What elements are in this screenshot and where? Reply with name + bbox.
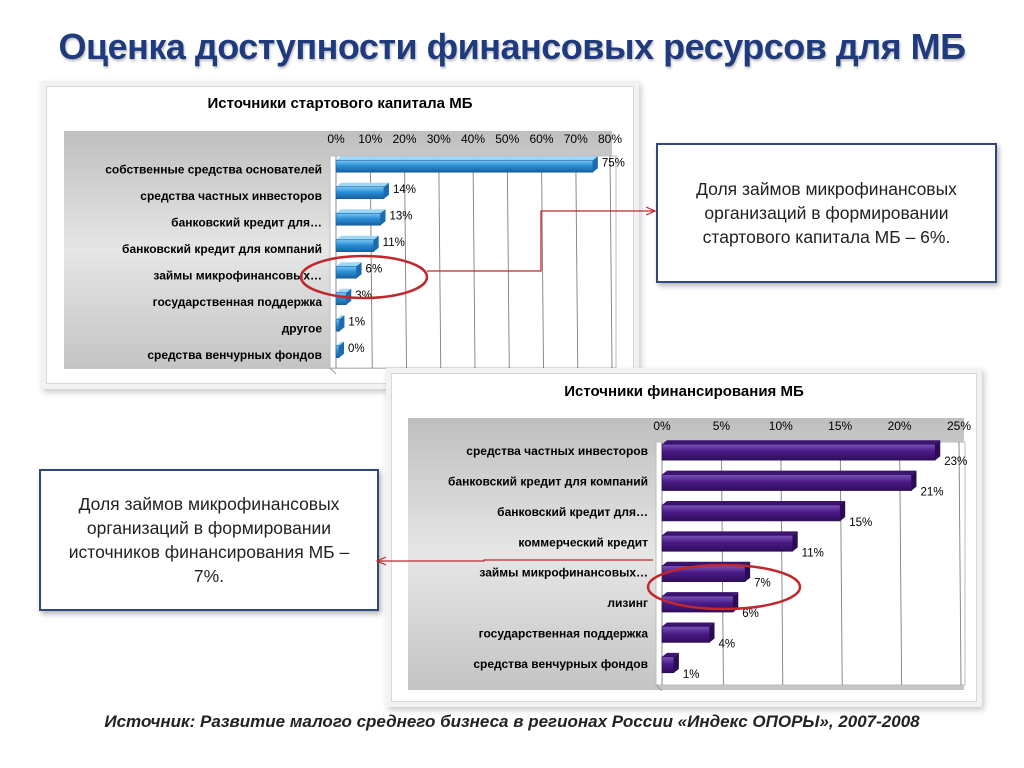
tick-label: 5% (712, 419, 731, 433)
category-label: средства частных инвесторов (466, 444, 648, 459)
tick-label: 80% (597, 132, 623, 146)
bar-top (662, 471, 916, 475)
tick-label: 10% (358, 132, 383, 146)
startup-capital-note (656, 143, 997, 283)
tick-label: 20% (392, 132, 417, 146)
data-label: 15% (849, 516, 873, 529)
data-label: 6% (365, 263, 383, 276)
bar (662, 626, 710, 642)
bar-top (662, 501, 845, 505)
category-label: государственная поддержка (152, 294, 322, 309)
financing-sources-note (39, 469, 379, 611)
bar (662, 566, 745, 582)
tick-label: 15% (828, 419, 853, 433)
tick-label: 70% (563, 132, 588, 146)
financing-sources-chart-frame (391, 373, 977, 702)
category-label: лизинг (607, 596, 648, 611)
bar (662, 444, 935, 460)
bar (662, 475, 911, 491)
financing-sources-chart (392, 374, 976, 701)
bar-top (336, 236, 379, 240)
chart-title: Источники стартового капитала МБ (207, 95, 473, 112)
data-label: 6% (742, 608, 759, 621)
category-label: средства венчурных фондов (473, 656, 648, 671)
data-label: 21% (920, 486, 944, 499)
data-label: 14% (392, 183, 416, 196)
bar (336, 346, 339, 358)
category-label: средства венчурных фондов (147, 347, 322, 362)
data-label: 23% (944, 456, 968, 469)
category-label: банковский кредит для… (497, 504, 648, 519)
tick-label: 50% (495, 132, 520, 146)
tick-label: 30% (426, 132, 451, 146)
data-label: 4% (718, 638, 736, 651)
source-citation: Источник: Развитие малого среднего бизнеса в регионах России «Индекс ОПОРЫ», 2007-2008 (104, 712, 920, 731)
chart-title: Источники финансирования МБ (564, 383, 804, 400)
category-label: банковский кредит для компаний (448, 474, 648, 489)
tick-label: 25% (946, 419, 972, 433)
bar (662, 535, 793, 551)
category-label: займы микрофинансовых… (153, 268, 322, 283)
startup-capital-note-text: Доля займов микрофинансовых организаций в формировании стартового капитала МБ – 6%. (696, 179, 957, 247)
bar (336, 319, 339, 331)
bar-top (662, 622, 715, 626)
category-label: собственные средства основателей (105, 162, 322, 177)
category-label: средства частных инвесторов (140, 188, 322, 203)
bar-top (662, 592, 738, 596)
bar-top (662, 531, 798, 535)
bar-top (336, 183, 389, 187)
data-label: 1% (682, 668, 700, 681)
bar-top (336, 156, 598, 160)
data-label: 13% (389, 210, 413, 223)
tick-label: 60% (529, 132, 554, 146)
tick-label: 40% (460, 132, 486, 146)
bar-top (662, 562, 750, 566)
data-label: 11% (382, 236, 405, 249)
tick-label: 10% (768, 419, 793, 433)
bar-top (662, 440, 940, 444)
bar (662, 505, 840, 521)
startup-capital-chart-frame (46, 86, 634, 384)
bar (662, 657, 674, 673)
tick-label: 0% (653, 419, 671, 433)
bar-top (336, 209, 386, 213)
data-label: 0% (348, 342, 365, 355)
bar (336, 187, 384, 199)
bar (336, 240, 374, 252)
bar (336, 293, 346, 305)
bar (336, 160, 593, 172)
category-label: другое (281, 321, 322, 336)
financing-sources-note-text: Доля займов микрофинансовых организаций в формировании источников финансирования МБ – 7%. (68, 494, 350, 586)
data-label: 7% (754, 577, 771, 590)
bar (662, 596, 733, 612)
tick-label: 20% (887, 419, 912, 433)
data-label: 75% (601, 157, 625, 170)
category-label: банковский кредит для… (171, 215, 322, 230)
category-label: банковский кредит для компаний (122, 241, 322, 256)
category-label: коммерческий кредит (518, 535, 648, 550)
category-label: займы микрофинансовых… (479, 565, 648, 580)
data-label: 3% (355, 289, 372, 302)
data-label: 1% (348, 316, 366, 329)
tick-label: 0% (327, 132, 345, 146)
category-label: государственная поддержка (478, 626, 648, 641)
data-label: 11% (801, 547, 824, 560)
startup-capital-chart (47, 87, 633, 383)
bar (336, 213, 381, 225)
bar (336, 266, 357, 278)
slide-title: Оценка доступности финансовых ресурсов для МБ (58, 26, 966, 67)
